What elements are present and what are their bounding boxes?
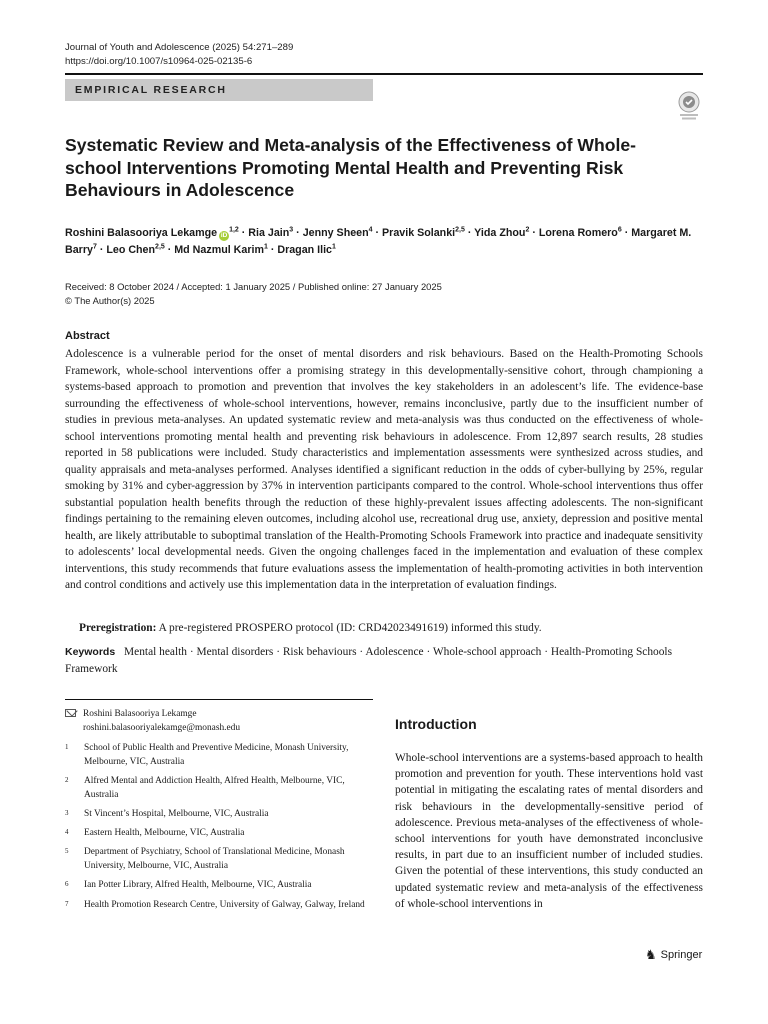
section-label: EMPIRICAL RESEARCH	[75, 84, 227, 96]
affiliation-number: 1	[65, 743, 69, 751]
author	[65, 227, 239, 239]
author	[539, 227, 622, 239]
journal-info	[65, 41, 293, 69]
author-affiliation-marker: 4	[368, 226, 373, 234]
author-name: Leo Chen	[106, 244, 156, 256]
preregistration-text: A pre-registered PROSPERO protocol (ID: CRD42023491619) informed this study.	[158, 622, 542, 634]
author-affiliation-marker: 2	[525, 226, 530, 234]
author-name: Dragan Ilic	[277, 244, 333, 256]
article-title: Systematic Review and Meta-analysis of the Effectiveness of Whole-school Interventions Promoting Mental Health and Preventing Risk Behaviours in Adolescence	[65, 135, 636, 200]
affiliation-number: 7	[65, 899, 69, 908]
abstract-heading: Abstract	[65, 330, 110, 342]
introduction-heading: Introduction	[395, 716, 477, 732]
author-name: Roshini Balasooriya Lekamge	[65, 227, 218, 239]
affiliation-list	[65, 742, 370, 918]
author-name: Lorena Romero	[538, 227, 618, 239]
author-name: Pravik Solanki	[382, 227, 456, 239]
author	[382, 227, 465, 239]
affiliation-text: Ian Potter Library, Alfred Health, Melbourne, VIC, Australia	[84, 880, 312, 891]
affiliation-number: 4	[65, 828, 69, 837]
author-list: Roshini Balasooriya Lekamge iD$^{1,2}$ · Ria Jain$^3$ · Jenny Sheen$^4$ · Pravik Solanki$^{2,5}$ · Yida Zhou$^2$ · Lorena Romero$^6$ · Margaret M. Barry$^7$ · Leo Chen$^{2,5}$ · Md Nazmul Karim$^1$ · Dragan Ilic$^1$	[65, 226, 692, 256]
keywords-label: Keywords	[65, 646, 116, 658]
check-for-updates-icon[interactable]	[676, 91, 702, 121]
affiliation	[65, 775, 370, 803]
author-name: Jenny Sheen	[302, 227, 369, 239]
author-affiliation-marker: 3	[289, 226, 294, 234]
author-affiliation-marker: 7	[92, 243, 97, 251]
author-affiliation-marker: 2,5	[155, 243, 165, 251]
springer-horse-icon: ♞	[645, 947, 657, 962]
copyright: © The Author(s) 2025	[65, 294, 155, 306]
affiliation	[65, 879, 370, 893]
keywords-list: Mental health · Mental disorders · Risk behaviours · Adolescence · Whole-school approach · Health-Promoting Schools Framework	[65, 646, 673, 675]
affiliation-number: 3	[65, 808, 69, 817]
affiliation-text: Department of Psychiatry, School of Translational Medicine, Monash University, Melbourne, VIC, Australia	[84, 847, 345, 872]
author	[277, 244, 336, 256]
author-name: Md Nazmul Karim	[174, 244, 264, 256]
author	[474, 227, 529, 239]
affiliation-text: St Vincent’s Hospital, Melbourne, VIC, Australia	[84, 808, 269, 819]
affiliation-number: 5	[65, 847, 69, 856]
affiliation-text: Health Promotion Research Centre, University of Galway, Galway, Ireland	[84, 899, 365, 910]
doi-link[interactable]: https://doi.org/10.1007/s10964-025-02135-6	[65, 56, 253, 67]
affiliation	[65, 846, 370, 874]
footnote-rule	[65, 699, 373, 700]
affiliation-number: 6	[65, 880, 69, 889]
publication-dates	[65, 280, 442, 307]
author-affiliation-marker: 1	[263, 243, 268, 251]
introduction-body: Whole-school interventions are a systems-based approach to health promotion and prevention for youth. These interventions hold vast potential in mitigating the escalating rates of mental disorders and risk behaviours in the developmentally-sensitive period of adolescence. Previous meta-analyses of the effectiveness of whole-school interventions for youth have demonstrated inconclusive results, in part due to an insufficient number of included studies. Given the potential of these interventions, this study conducted an updated systematic review and meta-analysis of the effectiveness of whole-school interventions in	[395, 752, 703, 910]
affiliation	[65, 827, 370, 841]
preregistration	[79, 620, 703, 637]
author-affiliation-marker: 2,5	[455, 226, 465, 234]
envelope-icon	[65, 709, 76, 717]
author-affiliation-marker: 6	[617, 226, 622, 234]
affiliation-text: Eastern Health, Melbourne, VIC, Australia	[84, 828, 245, 839]
author-name: Margaret M. Barry	[65, 227, 692, 256]
keywords	[65, 644, 703, 677]
preregistration-label: Preregistration:	[79, 622, 157, 634]
section-banner	[65, 79, 373, 101]
date-history: Received: 8 October 2024 / Accepted: 1 January 2025 / Published online: 27 January 2025	[65, 281, 442, 292]
journal-citation: Journal of Youth and Adolescence (2025) 54:271–289	[65, 42, 294, 53]
corresponding-email[interactable]: roshini.balasooriyalekamge@monash.edu	[83, 722, 241, 733]
correspondence	[65, 708, 365, 735]
publisher-name: Springer	[660, 949, 703, 961]
top-rule	[65, 73, 703, 75]
affiliation	[65, 742, 370, 770]
affiliation	[65, 808, 370, 822]
author-affiliation-marker: 1	[332, 243, 336, 251]
author	[106, 244, 164, 256]
publisher-logo	[645, 947, 702, 963]
author-name: Ria Jain	[248, 227, 290, 239]
author	[174, 244, 268, 256]
author-name: Yida Zhou	[474, 227, 526, 239]
author	[303, 227, 373, 239]
affiliation	[65, 899, 370, 913]
affiliation-number: 2	[65, 775, 69, 784]
orcid-icon[interactable]: iD	[220, 232, 228, 239]
affiliation-text: Alfred Mental and Addiction Health, Alfred Health, Melbourne, VIC, Australia	[84, 775, 345, 800]
author	[248, 227, 293, 239]
corresponding-author: Roshini Balasooriya Lekamge	[83, 709, 197, 719]
author-affiliation-marker: 1,2	[229, 226, 239, 234]
affiliation-text: School of Public Health and Preventive Medicine, Monash University, Melbourne, VIC, Australia	[84, 743, 349, 767]
abstract-body: Adolescence is a vulnerable period for the onset of mental disorders and risk behaviours. Based on the Health-Promoting Schools Framework, whole-school interventions offer a promising strategy in this developmentally-sensitive cohort, through championing a systems-based approach to promotion and prevention that involves the key stakeholders in an adolescent’s life. The evidence-base surrounding the effectiveness of whole-school interventions, however, remains inconclusive, partly due to the insufficient number of studies in previous meta-analyses. An updated systematic review and meta-analysis was thus conducted on the effectiveness of whole-school interventions promoting mental health and preventing risk behaviours in adolescence. From 12,897 search results, 28 studies reported in 58 publications were included. Study characteristics and implementation assessments were synthesized across studies, and quality appraisals and meta-analyses performed. Analyses identified a significant reduction in the odds of cyber-bullying by 25%, regular smoking by 31% and cyber-aggression by 37% in intervention participants compared to the control. Whole-school interventions thus offer substantial population health benefits through the reduction of these highly-prevalent issues affecting adolescents. The non-significant findings pertaining to the remaining eleven outcomes, including alcohol use, recreational drug use, anxiety, depression and positive mental health, are likely attributable to suboptimal translation of the Health-Promoting Schools Framework into practice and inadequate sensitivity to adolescents’ local developmental needs. Given the ongoing challenges faced in the implementation and evaluation of these complex interventions, this study recommends that future evaluations assess the implementation of health-promoting activities in both intervention and control conditions and actively use this implementation data in the interpretation of evaluation findings.	[65, 348, 703, 591]
